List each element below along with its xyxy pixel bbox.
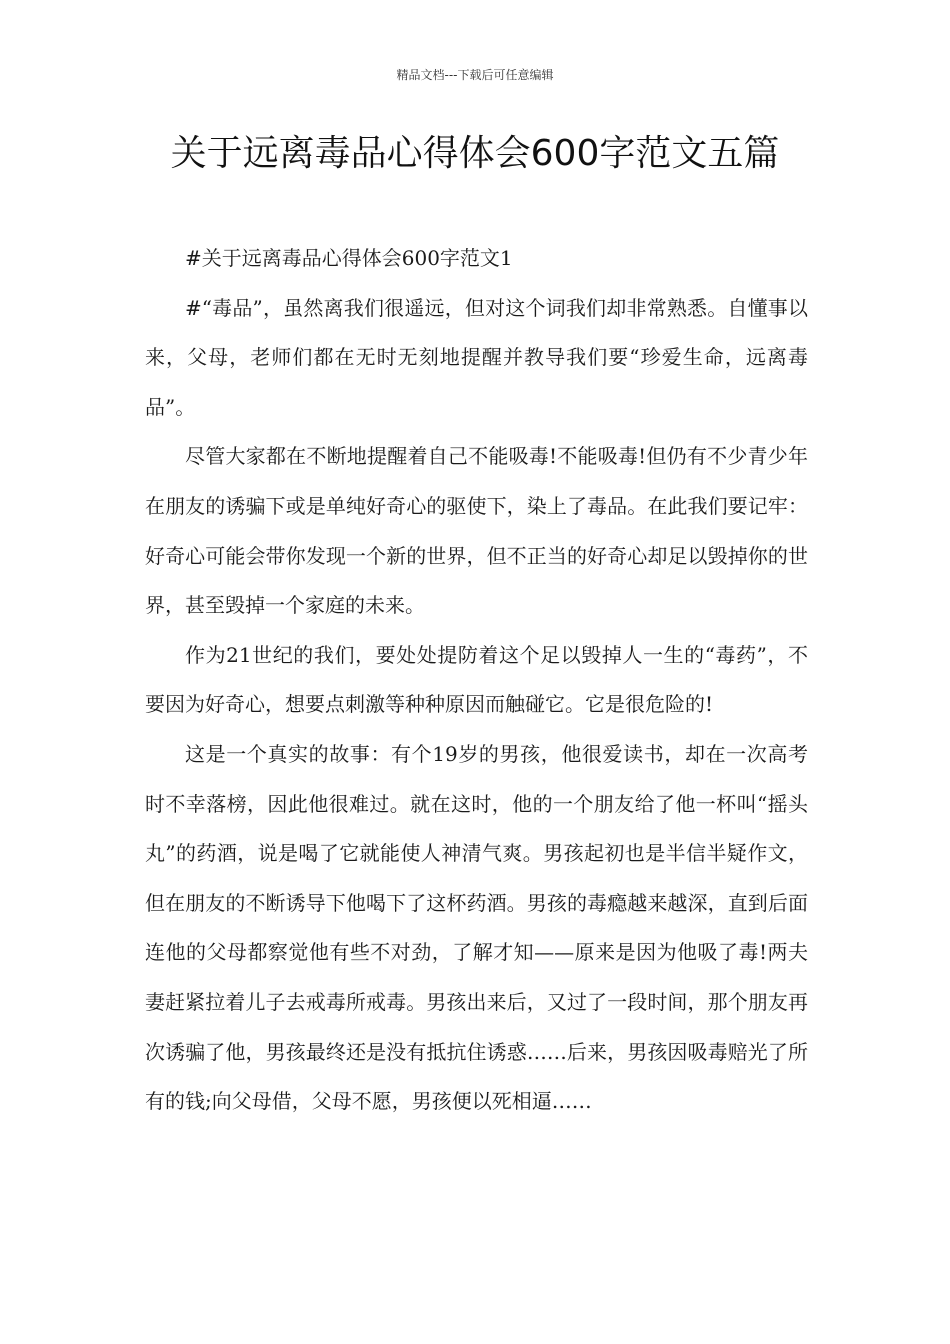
document-title: 关于远离毒品心得体会600字范文五篇 xyxy=(170,133,780,174)
document-body xyxy=(145,234,808,1127)
paragraph: 这是一个真实的故事：有个19岁的男孩，他很爱读书，却在一次高考时不幸落榜，因此他很难过。就在这时，他的一个朋友给了他一杯叫“摇头丸”的药酒，说是喝了它就能使人神清气爽。男孩起初也是半信半疑作文，但在朋友的不断诱导下他喝下了这杯药酒。男孩的毒瘾越来越深，直到后面连他的父母都察觉他有些不对劲，了解才知——原来是因为他吸了毒!两夫妻赶紧拉着儿子去戒毒所戒毒。男孩出来后，又过了一段时间，那个朋友再次诱骗了他，男孩最终还是没有抵抗住诱惑……后来，男孩因吸毒赔光了所有的钱;向父母借，父母不愿，男孩便以死相逼…… xyxy=(145,741,808,1114)
header-note: 精品文档---下载后可任意编辑 xyxy=(396,68,554,82)
paragraph: 作为21世纪的我们，要处处提防着这个足以毁掉人一生的“毒药”，不要因为好奇心，想要点刺激等种种原因而触碰它。它是很危险的! xyxy=(145,642,808,717)
paragraph: #“毒品”，虽然离我们很遥远，但对这个词我们却非常熟悉。自懂事以来，父母，老师们都在无时无刻地提醒并教导我们要“珍爱生命，远离毒品”。 xyxy=(145,295,808,419)
paragraph-section-heading: #关于远离毒品心得体会600字范文1 xyxy=(185,246,513,270)
paragraph: 尽管大家都在不断地提醒着自己不能吸毒!不能吸毒!但仍有不少青少年在朋友的诱骗下或是单纯好奇心的驱使下，染上了毒品。在此我们要记牢：好奇心可能会带你发现一个新的世界，但不正当的好奇心却足以毁掉你的世界，甚至毁掉一个家庭的未来。 xyxy=(145,444,808,618)
